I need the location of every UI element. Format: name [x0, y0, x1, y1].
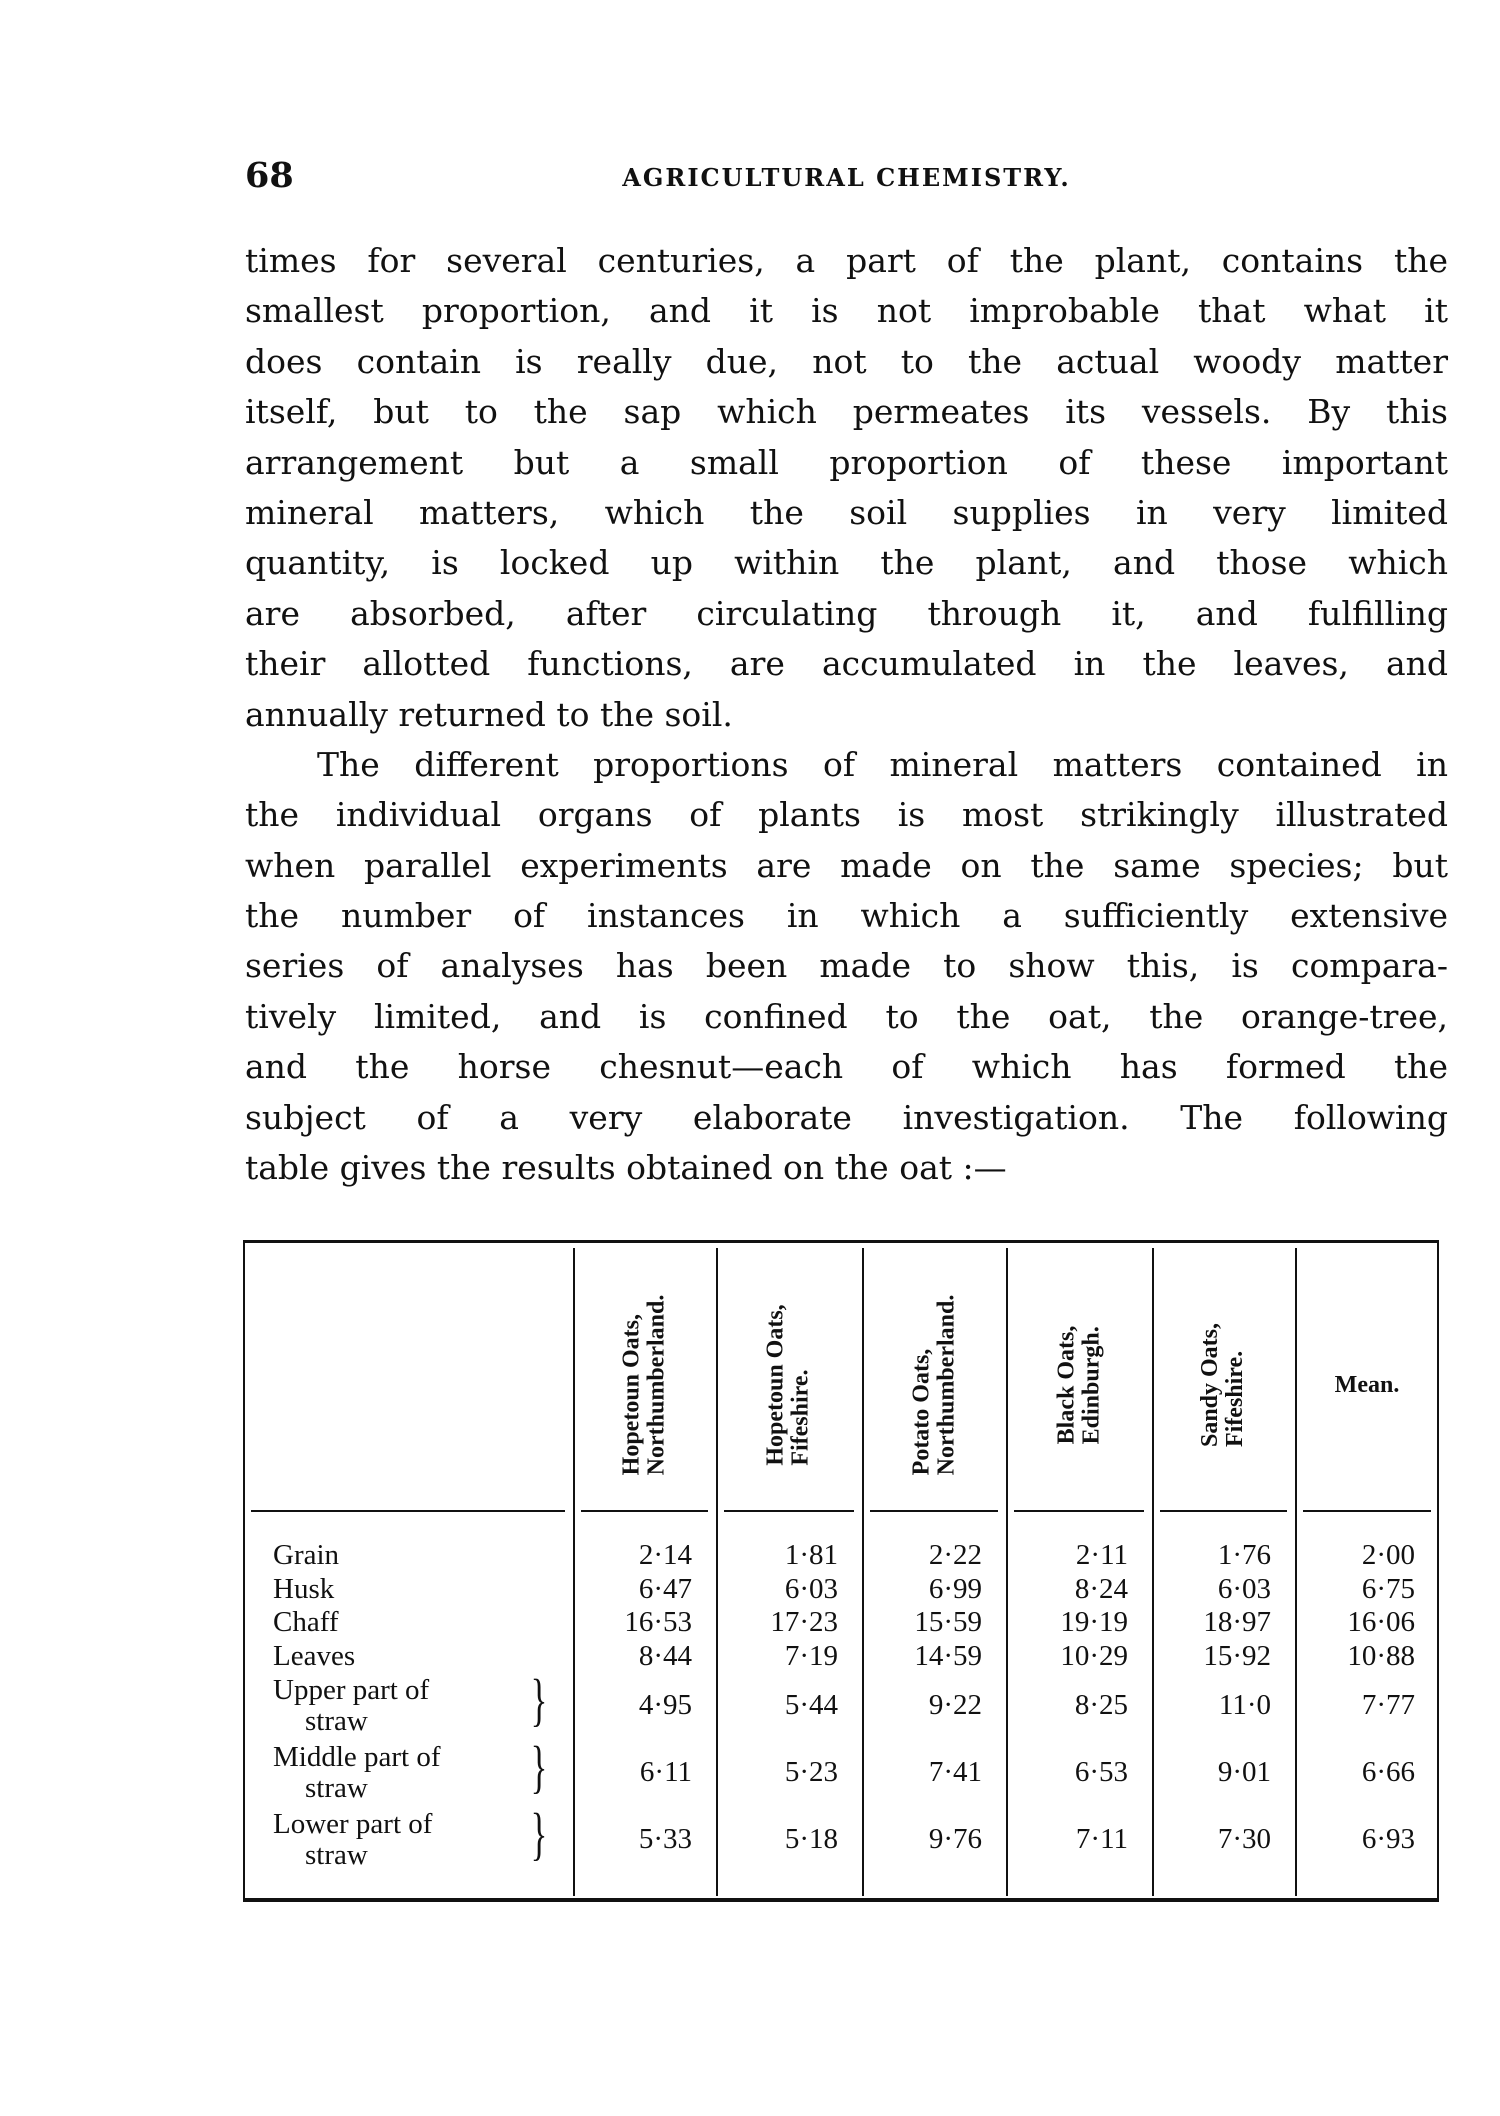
row-label-text: Husk — [273, 1573, 335, 1605]
row-label-subtext: straw — [305, 1705, 368, 1737]
row-label — [273, 1607, 339, 1638]
header-rule — [1014, 1510, 1144, 1512]
column-header-line: Fifeshire. — [1222, 1350, 1249, 1448]
table-left-rule — [243, 1240, 245, 1900]
oat-ash-table — [243, 1240, 1439, 1902]
column-header — [1295, 1260, 1439, 1510]
table-cell: 8·24 — [1074, 1573, 1128, 1605]
table-cell: 10·29 — [1060, 1640, 1128, 1672]
table-cell: 7·30 — [1217, 1823, 1271, 1855]
table-cell: 2·14 — [638, 1539, 692, 1571]
column-header — [573, 1260, 716, 1510]
table-cell: 14·59 — [914, 1640, 982, 1672]
table-cell: 5·44 — [784, 1689, 838, 1721]
table-cell: 4·95 — [638, 1689, 692, 1721]
table-cell: 1·76 — [1217, 1539, 1271, 1571]
row-label-subtext: straw — [305, 1772, 368, 1804]
table-cell: 7·41 — [928, 1756, 982, 1788]
brace-icon: } — [530, 1667, 548, 1732]
table-cell: 7·11 — [1075, 1823, 1128, 1855]
column-header-line: Potato Oats, — [908, 1348, 934, 1476]
row-label-text: Chaff — [273, 1606, 339, 1638]
row-label — [273, 1574, 334, 1605]
table-cell: 9·22 — [928, 1689, 982, 1721]
text-line: tively limited, and is confined to the oat, the orange-tree, — [245, 996, 1448, 1036]
table-cell: 7·19 — [784, 1640, 838, 1672]
column-header-line: Hopetoun Oats, — [618, 1313, 645, 1476]
text-line: quantity, is locked up within the plant, and those which — [245, 543, 1448, 583]
table-cell: 11·0 — [1218, 1689, 1271, 1721]
row-label-subtext: straw — [305, 1839, 368, 1871]
table-cell: 18·97 — [1203, 1606, 1271, 1638]
text-line: their allotted functions, are accumulated in the leaves, and — [245, 644, 1448, 684]
text-line: arrangement but a small proportion of these important — [245, 442, 1448, 482]
column-header-text — [1198, 1323, 1248, 1447]
table-cell: 9·76 — [928, 1823, 982, 1855]
text-line: smallest proportion, and it is not improbable that what it — [245, 291, 1448, 331]
column-header — [1006, 1260, 1152, 1510]
table-cell: 17·23 — [770, 1606, 838, 1638]
table-cell: 19·19 — [1060, 1606, 1128, 1638]
row-label — [273, 1540, 339, 1571]
row-label-text: Lower part of — [273, 1808, 433, 1840]
table-cell: 8·44 — [638, 1640, 692, 1672]
table-cell: 6·75 — [1361, 1573, 1415, 1605]
table-cell: 5·23 — [784, 1756, 838, 1788]
table-cell: 6·93 — [1361, 1823, 1415, 1855]
column-header-line: Hopetoun Oats, — [763, 1304, 790, 1466]
table-cell: 6·99 — [928, 1573, 982, 1605]
table-cell: 5·18 — [784, 1823, 838, 1855]
text-line: The different proportions of mineral matters contained in — [317, 744, 1448, 784]
table-cell: 10·88 — [1347, 1640, 1415, 1672]
header-rule — [724, 1510, 854, 1512]
table-cell: 15·59 — [914, 1606, 982, 1638]
paragraph-2 — [245, 740, 1448, 1194]
table-cell: 2·11 — [1075, 1539, 1128, 1571]
brace-icon: } — [530, 1801, 548, 1866]
text-line: itself, but to the sap which permeates its vessels. By this — [245, 392, 1448, 432]
column-header — [1152, 1260, 1295, 1510]
text-line: the number of instances in which a sufficiently extensive — [245, 896, 1448, 936]
column-header-line: Edinburgh. — [1078, 1326, 1104, 1445]
running-title: AGRICULTURAL CHEMISTRY. — [622, 163, 1071, 192]
column-header-text — [909, 1295, 959, 1476]
column-header-line: Black Oats, — [1053, 1325, 1079, 1445]
text-line: are absorbed, after circulating through it, and fulfilling — [245, 593, 1448, 633]
page-number: 68 — [245, 155, 294, 196]
table-cell: 6·53 — [1074, 1756, 1128, 1788]
text-line: series of analyses has been made to show this, is compara- — [245, 946, 1448, 986]
column-header-line: Northumberland. — [933, 1294, 959, 1476]
text-line: times for several centuries, a part of the plant, contains the — [245, 241, 1448, 280]
text-line: when parallel experiments are made on the same species; but — [245, 845, 1448, 885]
table-cell: 8·25 — [1074, 1689, 1128, 1721]
table-cell: 2·22 — [928, 1539, 982, 1571]
table-cell: 6·66 — [1361, 1756, 1415, 1788]
row-label-text: Grain — [273, 1539, 340, 1571]
text-line: table gives the results obtained on the oat :— — [245, 1148, 1007, 1188]
column-header-text — [620, 1295, 670, 1476]
table-cell: 16·06 — [1347, 1606, 1415, 1638]
column-header-line: Northumberland. — [643, 1294, 670, 1476]
column-header — [862, 1260, 1006, 1510]
text-line: and the horse chesnut—each of which has formed the — [245, 1047, 1448, 1087]
table-cell: 16·53 — [624, 1606, 692, 1638]
header-rule — [1160, 1510, 1287, 1512]
row-label-text: Upper part of — [273, 1674, 430, 1706]
table-cell: 9·01 — [1217, 1756, 1271, 1788]
row-label — [273, 1641, 355, 1672]
table-cell: 2·00 — [1361, 1539, 1415, 1571]
table-cell: 6·47 — [638, 1573, 692, 1605]
text-line: mineral matters, which the soil supplies in very limited — [245, 492, 1448, 532]
column-header-text: Mean. — [1334, 1371, 1400, 1398]
table-bottom-rule — [243, 1898, 1439, 1902]
brace-icon: } — [530, 1734, 548, 1799]
column-header — [716, 1260, 862, 1510]
table-cell: 5·33 — [638, 1823, 692, 1855]
text-line: does contain is really due, not to the actual woody matter — [245, 341, 1448, 381]
header-rule — [870, 1510, 998, 1512]
text-line: subject of a very elaborate investigation. The following — [245, 1097, 1448, 1137]
column-header-line: Sandy Oats, — [1197, 1322, 1224, 1448]
paragraph-1 — [245, 236, 1448, 740]
body-text — [245, 236, 1448, 1193]
row-label — [273, 1742, 441, 1804]
table-cell: 6·11 — [639, 1756, 692, 1788]
table-cell: 1·81 — [784, 1539, 838, 1571]
table-cell: 6·03 — [1217, 1573, 1271, 1605]
header-rule — [581, 1510, 708, 1512]
text-line: the individual organs of plants is most strikingly illustrated — [245, 795, 1448, 835]
table-top-rule — [243, 1240, 1439, 1243]
row-label-text: Leaves — [273, 1640, 356, 1672]
row-label-text: Middle part of — [273, 1741, 441, 1773]
column-header-text — [764, 1304, 814, 1465]
table-cell: 7·77 — [1361, 1689, 1415, 1721]
column-header-line: Fifeshire. — [788, 1369, 815, 1466]
text-line: annually returned to the soil. — [245, 694, 733, 734]
table-cell: 15·92 — [1203, 1640, 1271, 1672]
header-rule — [251, 1510, 565, 1512]
column-header-text — [1054, 1326, 1104, 1445]
header-rule — [1303, 1510, 1431, 1512]
table-cell: 6·03 — [784, 1573, 838, 1605]
row-label — [273, 1675, 429, 1737]
row-label — [273, 1809, 432, 1871]
running-header — [245, 155, 1448, 199]
